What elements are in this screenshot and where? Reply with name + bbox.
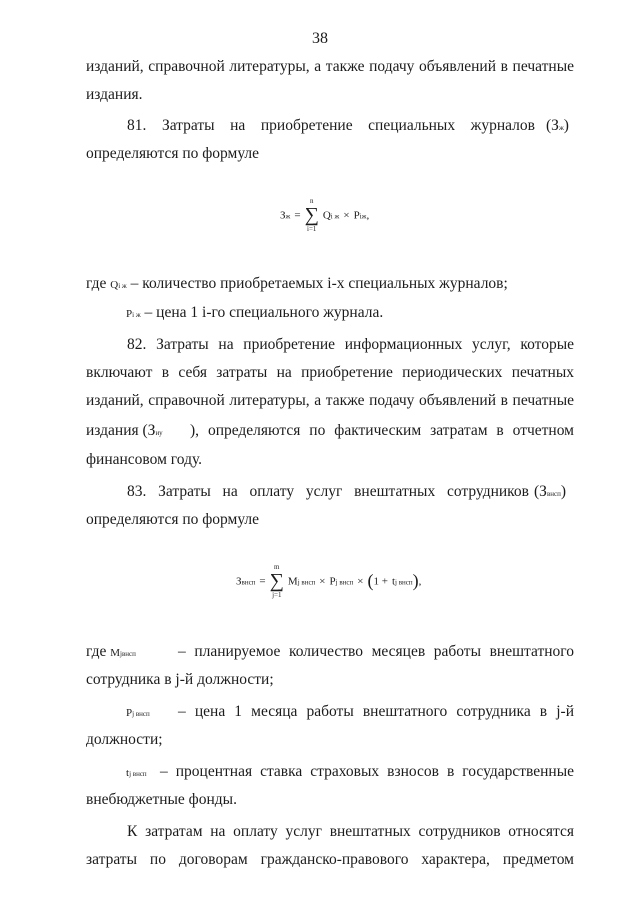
text-line: издания. (86, 86, 143, 103)
rate-symbol: tj внсп (126, 767, 147, 779)
text-line: финансовом году. (86, 451, 203, 468)
where-clause: – процентная ставка страховых взносов в государственные (160, 763, 574, 780)
text-line: изданий, справочной литературы, а также подачу объявлений в печатные (86, 392, 574, 409)
formula-journals: Зж = n ∑ i=1 Qi ж × Piж, (280, 197, 370, 233)
text-line: сотрудника в j-й должности; (86, 671, 274, 688)
paragraph-81-start: 81. Затраты на приобретение специальных журналов (127, 117, 535, 134)
symbol-z-vnsp: (Звнсп) (534, 483, 567, 500)
symbol-z-zh: (Зж) (546, 117, 569, 134)
text-line: внебюджетные фонды. (86, 791, 237, 808)
where-clause-start: где Mjвнсп (86, 643, 136, 660)
text-line: включают в себя затраты на приобретение периодических печатных (86, 364, 574, 381)
paragraph-start: К затратам на оплату услуг внештатных сотрудников относятся (127, 823, 574, 840)
sum-operator: n ∑ i=1 (304, 197, 319, 233)
text-line: должности; (86, 731, 163, 748)
formula-freelancers: Звнсп = m ∑ j=1 Mj внсп × Pj внсп × (1 + tj внсп), (236, 563, 422, 599)
paragraph-82-start: 82. Затраты на приобретение информационных услуг, которые (127, 336, 574, 353)
text-line: изданий, справочной литературы, а также подачу объявлений в печатные (86, 58, 574, 75)
sum-operator: m ∑ j=1 (269, 563, 284, 599)
where-clause: Pi ж – цена 1 i-го специального журнала. (126, 304, 384, 321)
text-line: затраты по договорам гражданско-правового характера, предметом (86, 851, 574, 868)
where-clause: где Qi ж – количество приобретаемых i-х специальных журналов; (86, 275, 508, 292)
text-line: определяются по формуле (86, 511, 260, 528)
paragraph-83-start: 83. Затраты на оплату услуг внештатных сотрудников (127, 483, 529, 500)
where-clause: – планируемое количество месяцев работы внештатного (178, 643, 574, 660)
price-symbol: Pj внсп (126, 707, 150, 719)
text-line: определяются по формуле (86, 145, 260, 162)
text-line: издания (Зиу (86, 422, 163, 439)
page-number: 38 (312, 30, 328, 47)
where-clause: – цена 1 месяца работы внештатного сотрудника в j-й (178, 703, 574, 720)
text-line: ), определяются по фактическим затратам в отчетном (190, 422, 574, 439)
